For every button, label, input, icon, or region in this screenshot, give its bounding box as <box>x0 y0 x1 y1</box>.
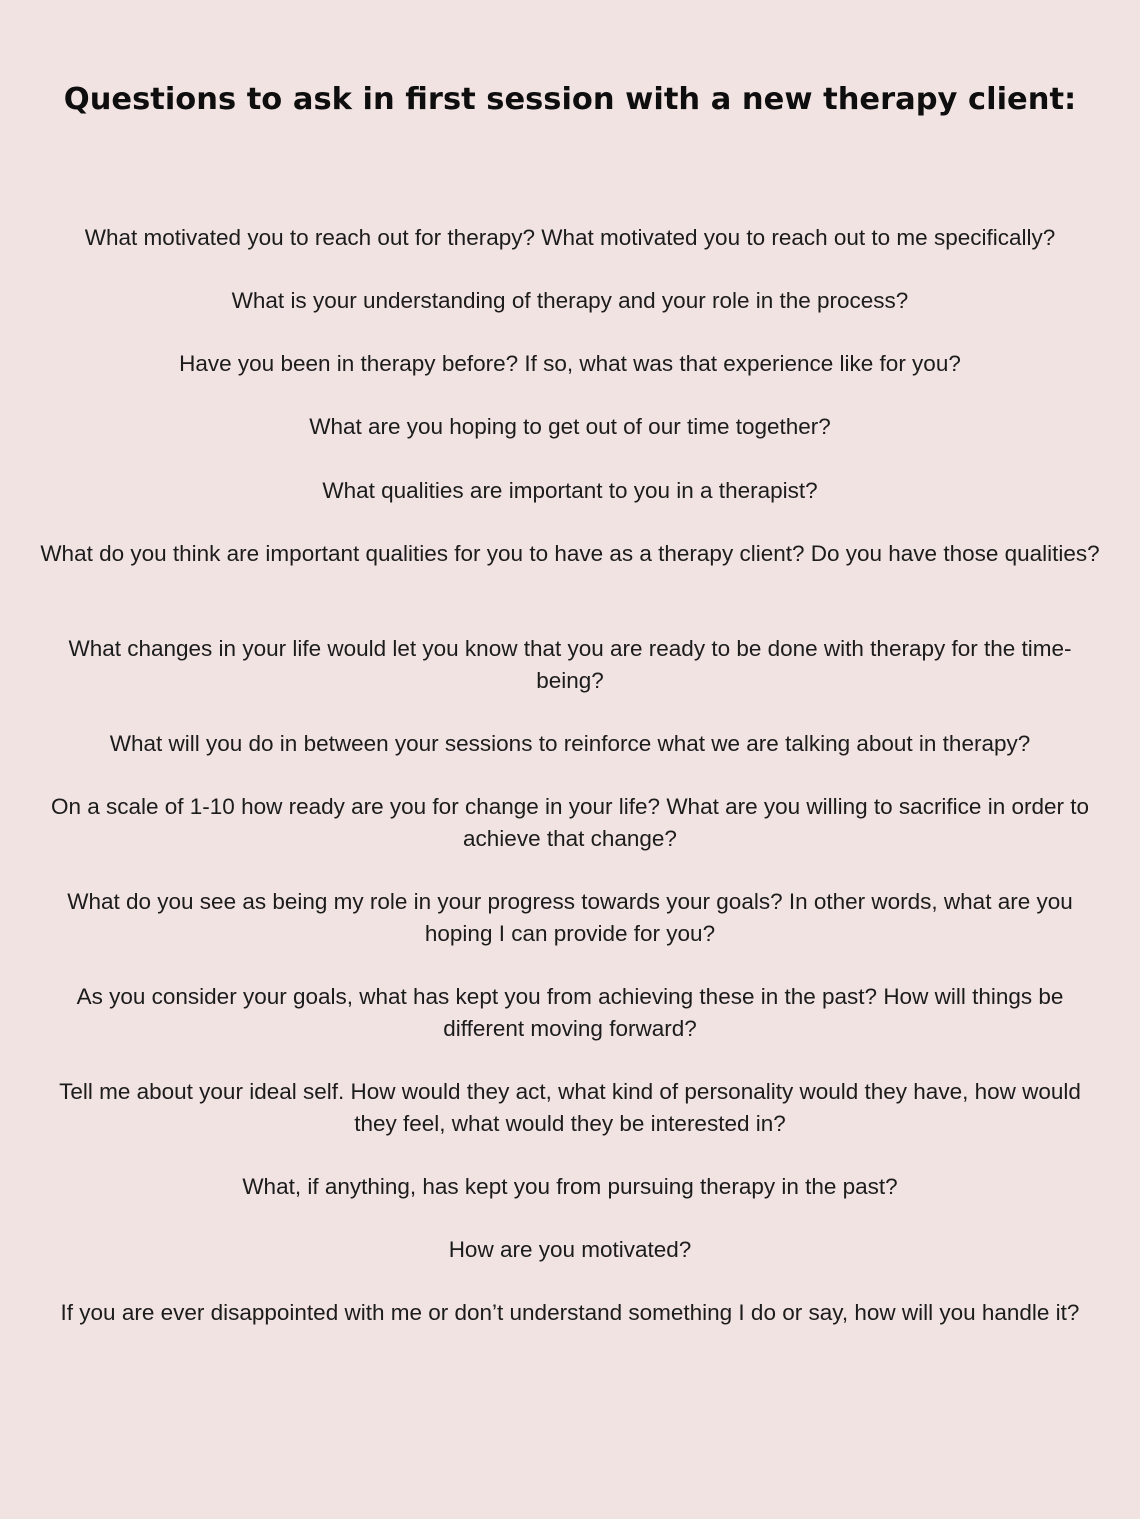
question-item: What, if anything, has kept you from pursuing therapy in the past? <box>242 1174 898 1199</box>
question-item: What are you hoping to get out of our time together? <box>309 414 831 439</box>
question-item: On a scale of 1-10 how ready are you for change in your life? What are you willing to sacrifice in order to achieve that change? <box>50 794 1090 851</box>
question-item: What qualities are important to you in a therapist? <box>322 478 818 503</box>
question-item: What is your understanding of therapy and your role in the process? <box>231 288 909 313</box>
question-item: What will you do in between your sessions to reinforce what we are talking about in therapy? <box>109 731 1031 756</box>
question-item: What changes in your life would let you know that you are ready to be done with therapy for the time-being? <box>68 636 1072 693</box>
question-item: What motivated you to reach out for therapy? What motivated you to reach out to me specifically? <box>84 225 1056 250</box>
question-item: How are you motivated? <box>448 1237 692 1262</box>
page-title: Questions to ask in first session with a new therapy client: <box>63 82 1077 117</box>
question-list <box>40 0 1100 1519</box>
question-item: If you are ever disappointed with me or don’t understand something I do or say, how will you handle it? <box>60 1300 1080 1325</box>
question-item: As you consider your goals, what has kept you from achieving these in the past? How will things be different moving forward? <box>76 984 1064 1041</box>
question-item: Have you been in therapy before? If so, what was that experience like for you? <box>179 351 961 376</box>
question-item: What do you think are important qualities for you to have as a therapy client? Do you have those qualities? <box>40 541 1100 566</box>
question-item: What do you see as being my role in your progress towards your goals? In other words, what are you hoping I can provide for you? <box>67 889 1073 946</box>
question-item: Tell me about your ideal self. How would they act, what kind of personality would they have, how would they feel, what would they be interested in? <box>59 1079 1081 1136</box>
